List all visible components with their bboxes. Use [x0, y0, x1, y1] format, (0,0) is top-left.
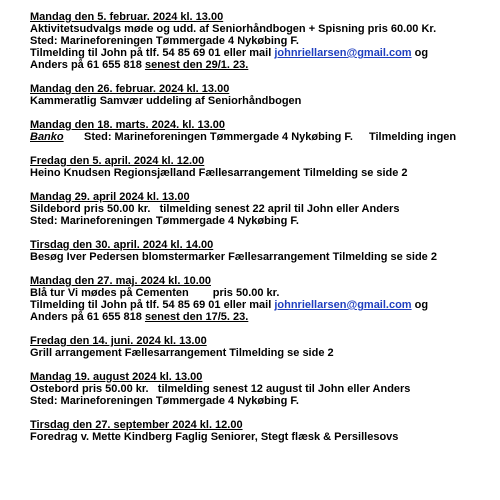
event-signup: Tilmelding ingen — [368, 131, 457, 143]
deadline-text: senest den 29/1. 23. — [144, 59, 249, 71]
event-entry — [30, 155, 495, 179]
signup-text-end: og — [411, 47, 429, 59]
event-description: Kammeratlig Samvær uddeling af Seniorhåndbogen — [30, 95, 302, 107]
signup-text-end: og — [411, 299, 429, 311]
signup-text: Tilmelding til John på tlf. 54 85 69 01 eller mail — [30, 299, 275, 311]
event-date: Mandag den 27. maj. 2024 kl. 10.00 — [30, 275, 211, 287]
event-entry — [30, 239, 495, 263]
event-description — [30, 131, 495, 143]
event-entry — [30, 83, 495, 107]
banko-label: Banko — [30, 131, 64, 143]
event-entry — [30, 191, 495, 227]
deadline-text: senest den 17/5. 23. — [144, 311, 249, 323]
event-entry — [30, 335, 495, 359]
signup-text: Anders på 61 655 818 — [30, 59, 145, 71]
event-signup — [30, 299, 495, 311]
event-entry — [30, 419, 495, 443]
event-location: Sted: Marineforeningen Tømmergade 4 Nykøbing F. — [30, 215, 299, 227]
event-date: Fredag den 5. april. 2024 kl. 12.00 — [30, 155, 205, 167]
event-date: Mandag 19. august 2024 kl. 13.00 — [30, 371, 203, 383]
price-text: pris 50.00 kr. — [212, 287, 280, 299]
event-location: Sted: Marineforeningen Tømmergade 4 Nykøbing F. — [30, 395, 299, 407]
event-description: Foredrag v. Mette Kindberg Faglig Seniorer, Stegt flæsk & Persillesovs — [30, 431, 399, 443]
signup-text: Tilmelding til John på tlf. 54 85 69 01 eller mail — [30, 47, 275, 59]
signup-text: Anders på 61 655 818 — [30, 311, 145, 323]
event-entry — [30, 371, 495, 407]
event-list — [30, 11, 495, 455]
event-date: Tirsdag den 30. april. 2024 kl. 14.00 — [30, 239, 214, 251]
event-description: Heino Knudsen Regionsjælland Fællesarrangement Tilmelding se side 2 — [30, 167, 408, 179]
event-location: Sted: Marineforeningen Tømmergade 4 Nykøbing F. — [30, 35, 299, 47]
event-date: Tirsdag den 27. september 2024 kl. 12.00 — [30, 419, 243, 431]
event-description — [30, 287, 495, 299]
event-entry — [30, 275, 495, 323]
event-description: Aktivitetsudvalgs møde og udd. af Seniorhåndbogen + Spisning pris 60.00 Kr. — [30, 23, 437, 35]
event-deadline — [30, 59, 495, 71]
event-date: Mandag den 18. marts. 2024. kl. 13.00 — [30, 119, 226, 131]
event-date: Mandag den 26. februar. 2024 kl. 13.00 — [30, 83, 230, 95]
event-entry — [30, 119, 495, 143]
event-description: Sildebord pris 50.00 kr. tilmelding senest 22 april til John eller Anders — [30, 203, 400, 215]
event-description: Besøg Iver Pedersen blomstermarker Fællesarrangement Tilmelding se side 2 — [30, 251, 437, 263]
event-date: Fredag den 14. juni. 2024 kl. 13.00 — [30, 335, 207, 347]
event-description: Ostebord pris 50.00 kr. tilmelding senest 12 august til John eller Anders — [30, 383, 411, 395]
event-deadline — [30, 311, 495, 323]
event-description: Grill arrangement Fællesarrangement Tilmelding se side 2 — [30, 347, 334, 359]
email-link[interactable]: johnriellarsen@gmail.com — [274, 47, 412, 59]
event-signup — [30, 47, 495, 59]
event-location: Sted: Marineforeningen Tømmergade 4 Nykøbing F. — [84, 131, 353, 143]
description-text: Blå tur Vi mødes på Cementen — [30, 287, 189, 299]
email-link[interactable]: johnriellarsen@gmail.com — [274, 299, 412, 311]
event-date: Mandag den 5. februar. 2024 kl. 13.00 — [30, 11, 224, 23]
event-entry — [30, 11, 495, 71]
event-date: Mandag 29. april 2024 kl. 13.00 — [30, 191, 190, 203]
